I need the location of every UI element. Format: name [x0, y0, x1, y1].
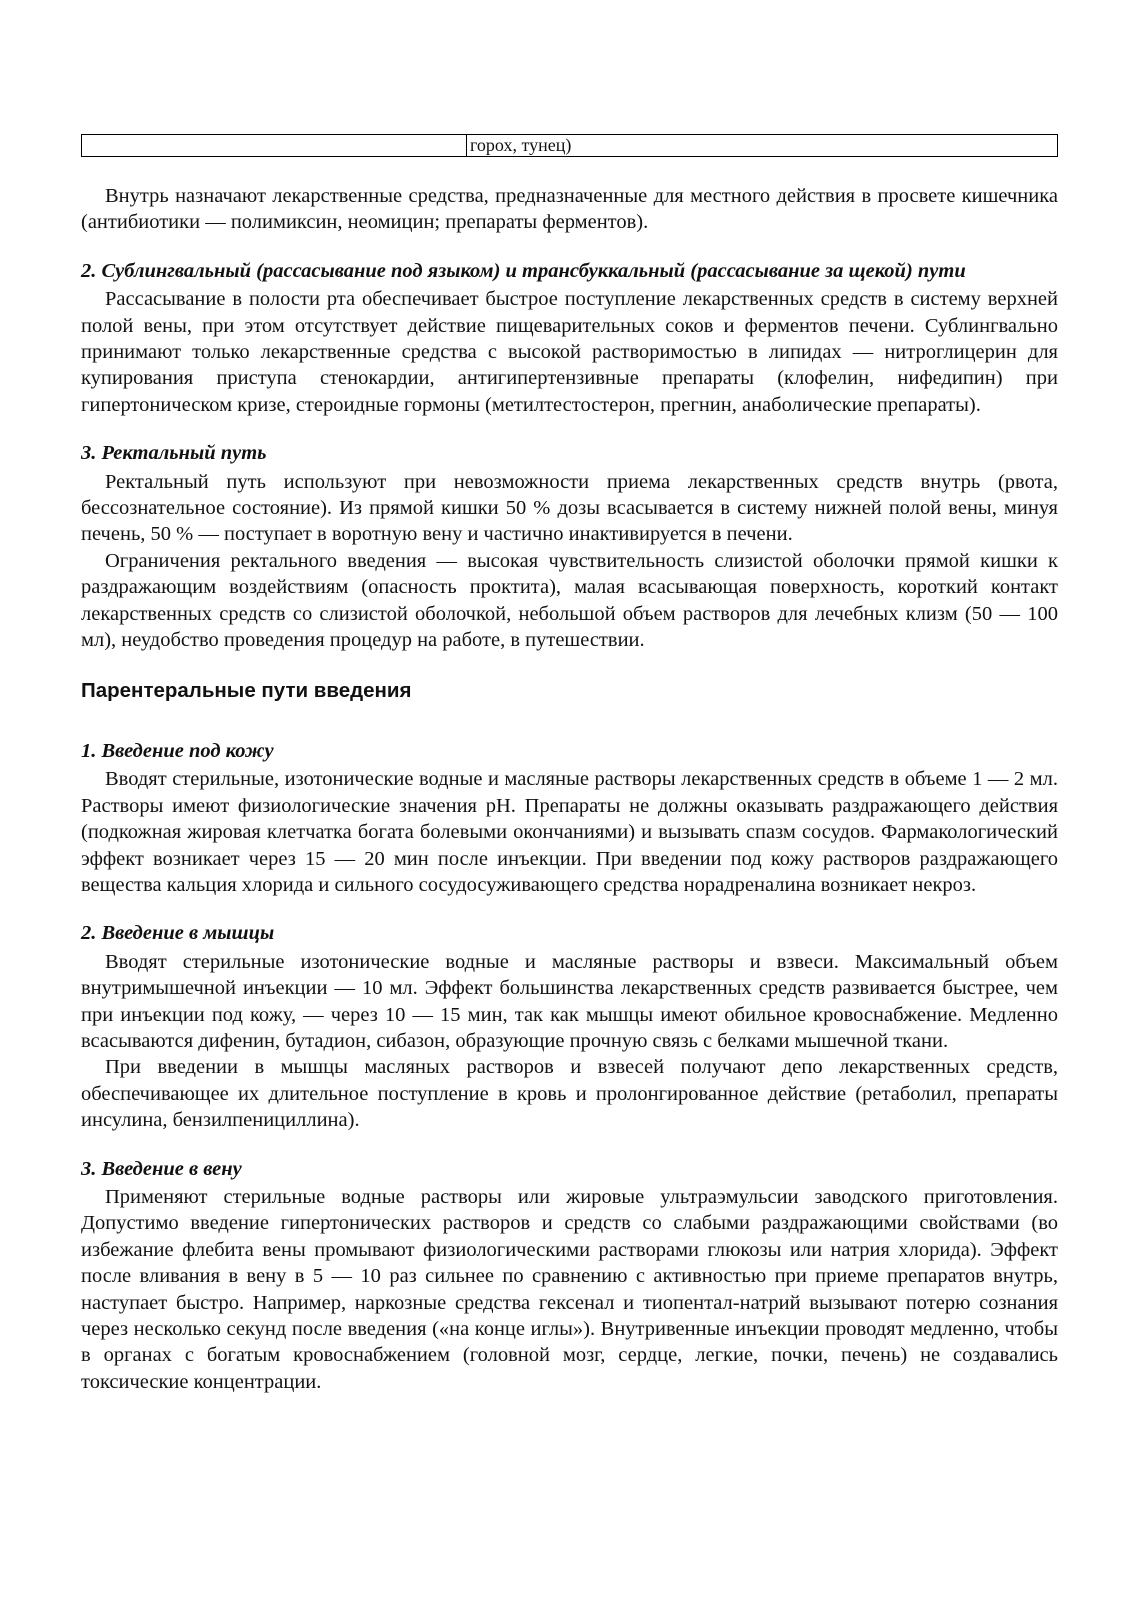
- section-heading-sublingual: 2. Сублингвальный (рассасывание под языком) и трансбуккальный (рассасывание за щекой) пути: [81, 259, 966, 282]
- paragraph: Вводят стерильные изотонические водные и масляные растворы и взвеси. Максимальный объем внутримышечной инъекции — 10 мл. Эффект большинства лекарственных средств развивается быстрее, чем при инъекции под кожу, — через 10 — 15 мин, так как мышцы имеют обильное кровоснабжение. Медленно всасываются дифенин, бутадион, сибазон, образующие прочную связь с белками мышечной ткани.: [81, 950, 1058, 1052]
- section-heading-intramuscular: 2. Введение в мышцы: [81, 922, 275, 945]
- paragraph: Рассасывание в полости рта обеспечивает быстрое поступление лекарственных средств в систему верхней полой вены, при этом отсутствует действие пищеварительных соков и ферментов печени. Сублингвально принимают только лекарственные средства с высокой растворимостью в липидах — нитроглицерин для купирования приступа стенокардии, антигипертензивные препараты (клофелин, нифедипин) при гипертоническом кризе, стероидные гормоны (метилтестостерон, прегнин, анаболические препараты).: [81, 288, 1058, 416]
- table-cell: [82, 135, 467, 157]
- parenteral-heading: Парентеральные пути введения: [81, 678, 412, 702]
- document-page: [81, 134, 1058, 1395]
- paragraph: Ректальный путь используют при невозможности приема лекарственных средств внутрь (рвота, бессознательное состояние). Из прямой кишки 50 % дозы всасывается в систему нижней полой вены, минуя печень, 50 % — поступает в воротную вену и частично инактивируется в печени.: [81, 470, 1058, 546]
- paragraph: Вводят стерильные, изотонические водные и масляные растворы лекарственных средств в объеме 1 — 2 мл. Растворы имеют физиологические значения pH. Препараты не должны оказывать раздражающего действия (подкожная жировая клетчатка богата болевыми окончаниями) и вызывать спазм сосудов. Фармакологический эффект возникает через 15 — 20 мин после инъекции. При введении под кожу растворов раздражающего вещества кальция хлорида и сильного сосудосуживающего средства норадреналина возникает некроз.: [81, 768, 1058, 896]
- table-cell: горох, тунец): [467, 135, 1058, 157]
- table-fragment: [81, 134, 1058, 157]
- section-heading-intravenous: 3. Введение в вену: [81, 1157, 242, 1180]
- intro-paragraph: Внутрь назначают лекарственные средства, предназначенные для местного действия в просвете кишечника (антибиотики — полимиксин, неомицин; препараты ферментов).: [81, 185, 1058, 234]
- paragraph: При введении в мышцы масляных растворов и взвесей получают депо лекарственных средств, обеспечивающее их длительное поступление в кровь и пролонгированное действие (ретаболил, препараты инсулина, бензилпенициллина).: [81, 1056, 1058, 1132]
- paragraph: Ограничения ректального введения — высокая чувствительность слизистой оболочки прямой кишки к раздражающим воздействиям (опасность проктита), малая всасывающая поверхность, короткий контакт лекарственных средств со слизистой оболочкой, небольшой объем растворов для лечебных клизм (50 — 100 мл), неудобство проведения процедур на работе, в путешествии.: [81, 549, 1058, 652]
- paragraph: Применяют стерильные водные растворы или жировые ультраэмульсии заводского приготовления. Допустимо введение гипертонических растворов и средств со слабыми раздражающими свойствами (во избежание флебита вены промывают физиологическими растворами глюкозы или натрия хлорида). Эффект после вливания в вену в 5 — 10 раз сильнее по сравнению с активностью при приеме препаратов внутрь, наступает быстро. Например, наркозные средства гексенал и тиопентал-натрий вызывают потерю сознания через несколько секунд после введения («на конце иглы»). Внутривенные инъекции проводят медленно, чтобы в органах с богатым кровоснабжением (головной мозг, сердце, легкие, почки, печень) не создавались токсические концентрации.: [81, 1186, 1058, 1393]
- section-heading-subcutaneous: 1. Введение под кожу: [81, 739, 274, 762]
- section-heading-rectal: 3. Ректальный путь: [81, 442, 267, 465]
- table-row: [82, 135, 1058, 157]
